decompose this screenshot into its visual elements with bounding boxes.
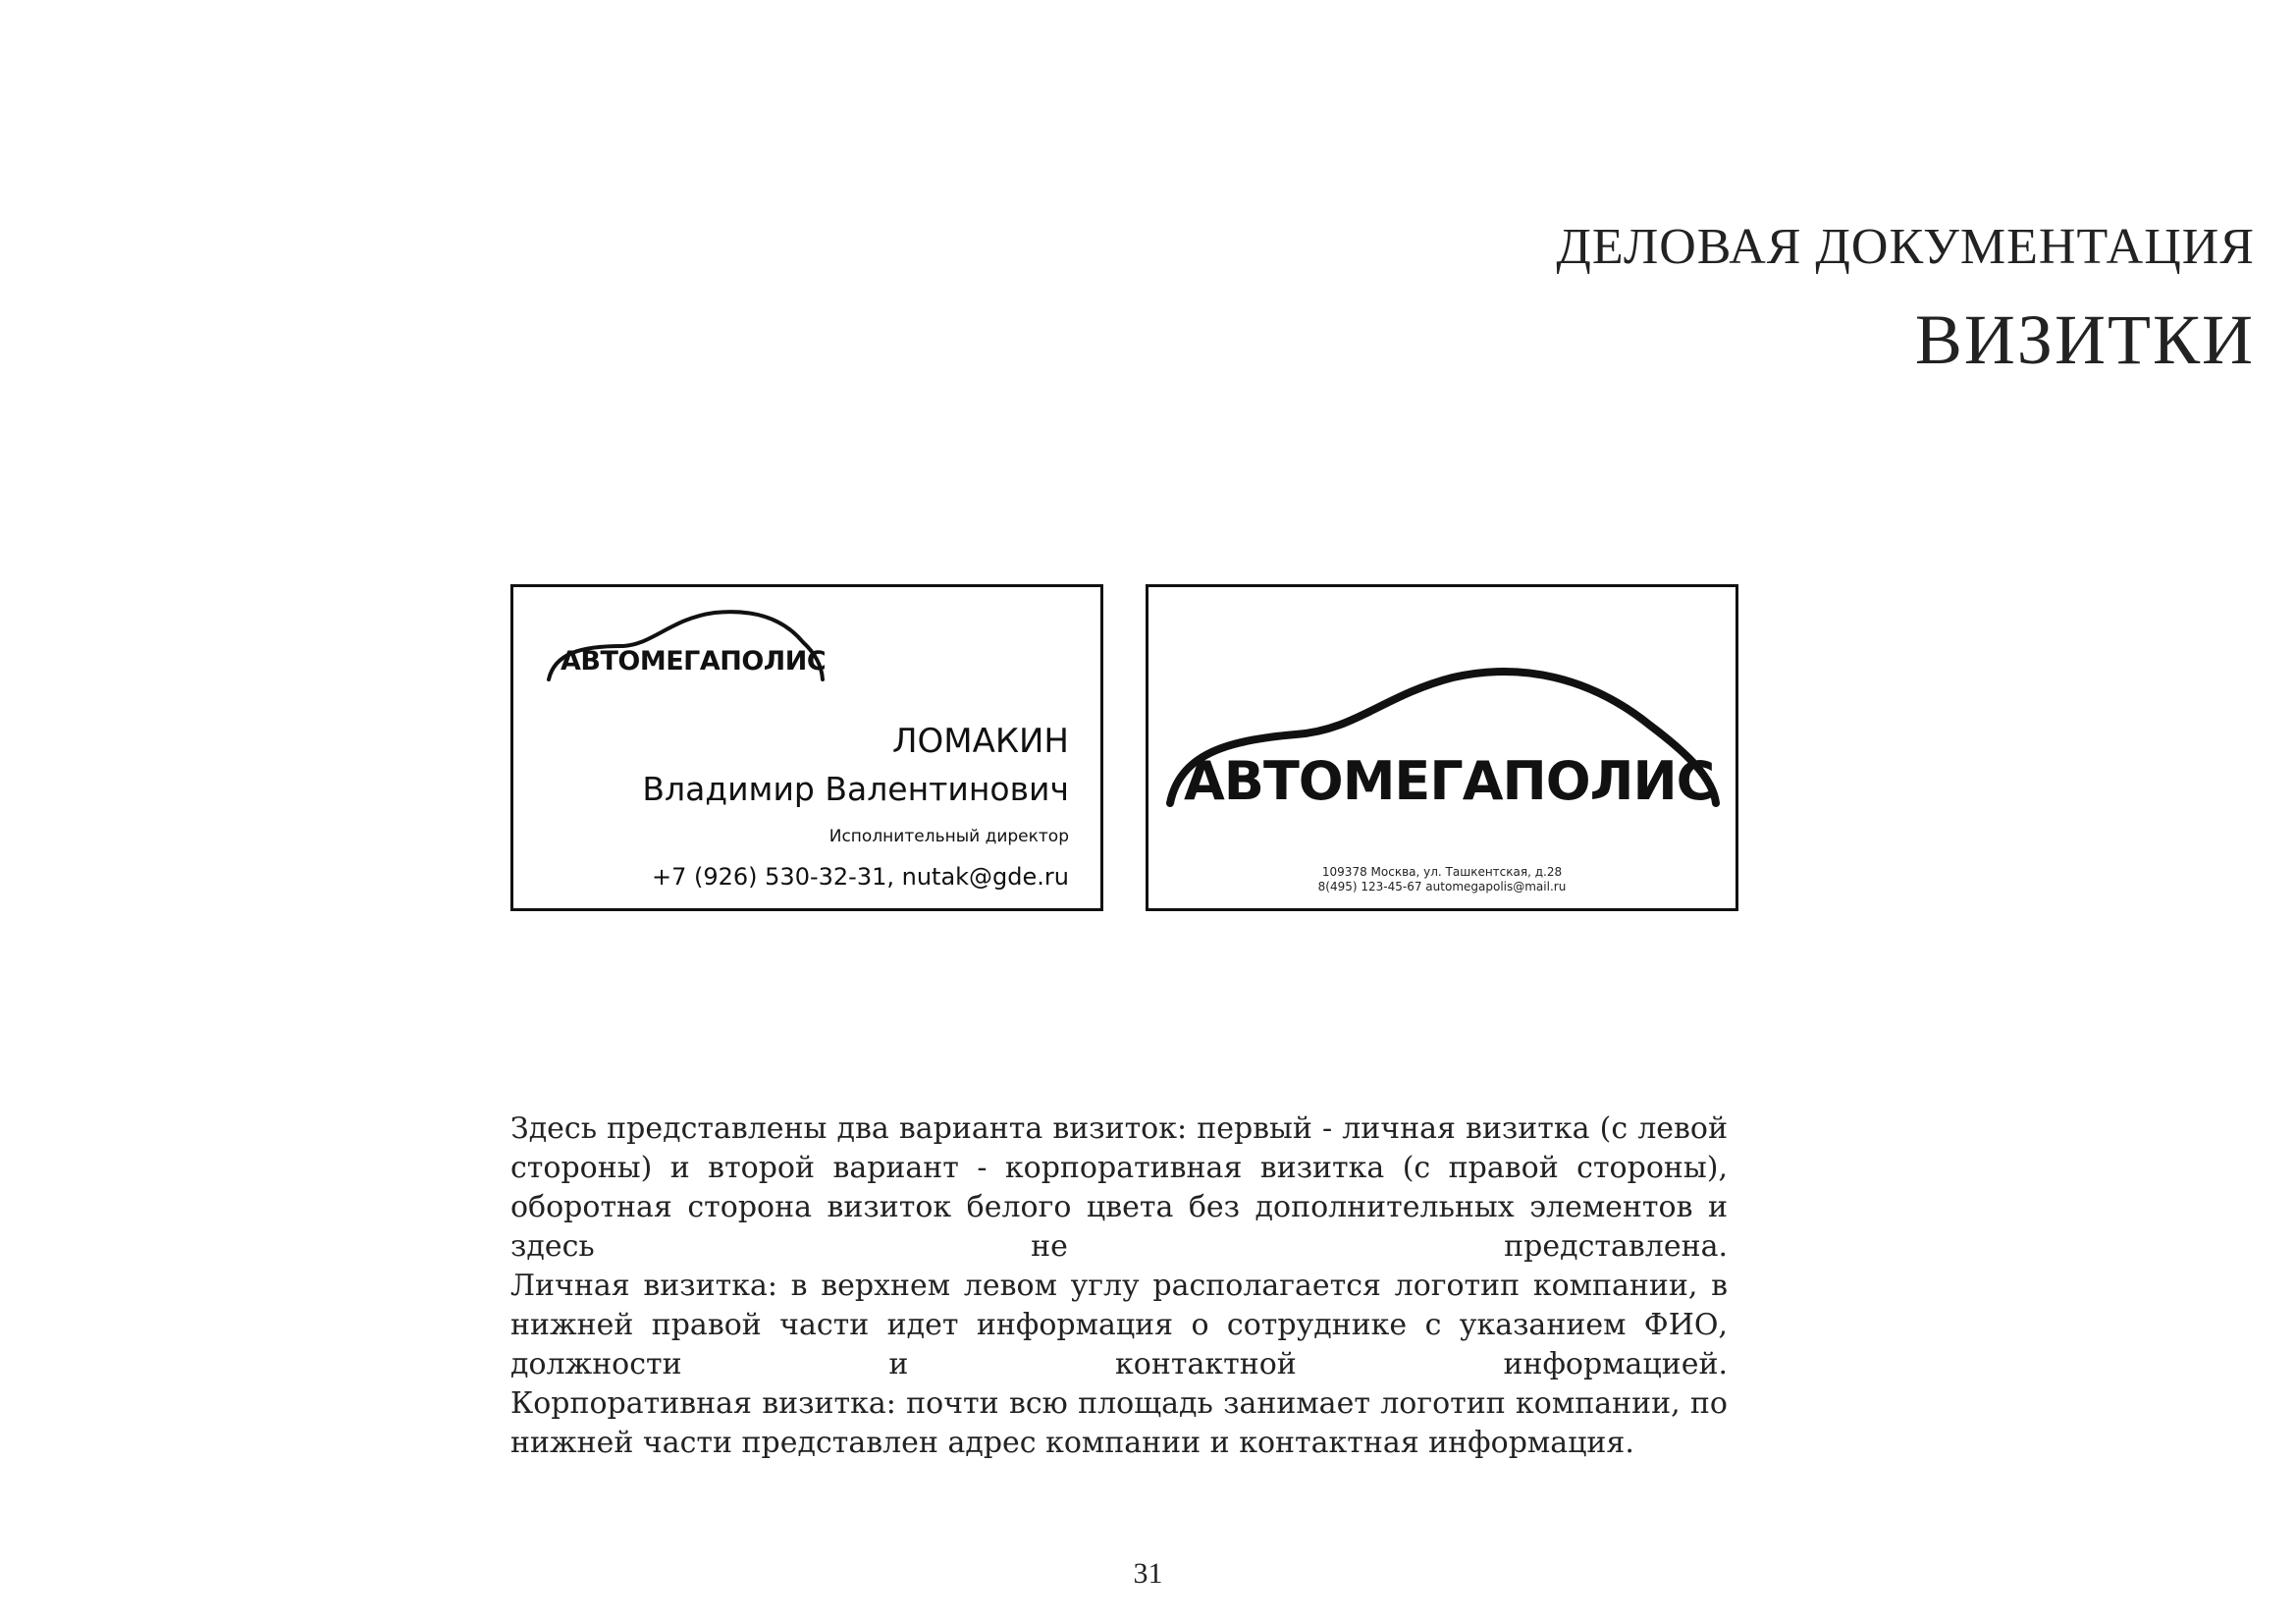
description-paragraph: Корпоративная визитка: почти всю площадь занимает логотип компании, по нижней части представлен адрес компании и контактная информация. <box>510 1386 1728 1460</box>
page-header <box>1556 219 2255 379</box>
employee-position: Исполнительный директор <box>828 827 1069 846</box>
company-address: 109378 Москва, ул. Ташкентская, д.28 <box>1321 865 1563 879</box>
page-number: 31 <box>1133 1557 1163 1590</box>
description-paragraph: Здесь представлены два варианта визиток: первый - личная визитка (с левой стороны) и второй вариант - корпоративная визитка (с правой стороны), оборотная сторона визиток белого цвета без дополнительных элементов и здесь не представлена. <box>510 1111 1728 1264</box>
company-phone-email: 8(495) 123-45-67 automegapolis@mail.ru <box>1317 880 1567 893</box>
personal-business-card <box>510 584 1103 911</box>
employee-contacts: +7 (926) 530-32-31, nutak@gde.ru <box>651 863 1069 891</box>
corporate-business-card <box>1146 584 1738 911</box>
company-logo-text: АВТОМЕГАПОЛИС <box>561 646 827 677</box>
page-title: ВИЗИТКИ <box>1914 300 2255 379</box>
description-text <box>510 1110 1728 1463</box>
employee-surname: ЛОМАКИН <box>891 722 1069 761</box>
company-logo-text: АВТОМЕГАПОЛИС <box>1184 750 1715 812</box>
description-paragraph: Личная визитка: в верхнем левом углу располагается логотип компании, в нижней правой части идет информация о сотруднике с указанием ФИО, должности и контактной информацией. <box>510 1269 1728 1381</box>
section-title: ДЕЛОВАЯ ДОКУМЕНТАЦИЯ <box>1556 219 2255 275</box>
employee-full-name: Владимир Валентинович <box>642 770 1069 808</box>
company-address-block <box>1148 865 1735 894</box>
